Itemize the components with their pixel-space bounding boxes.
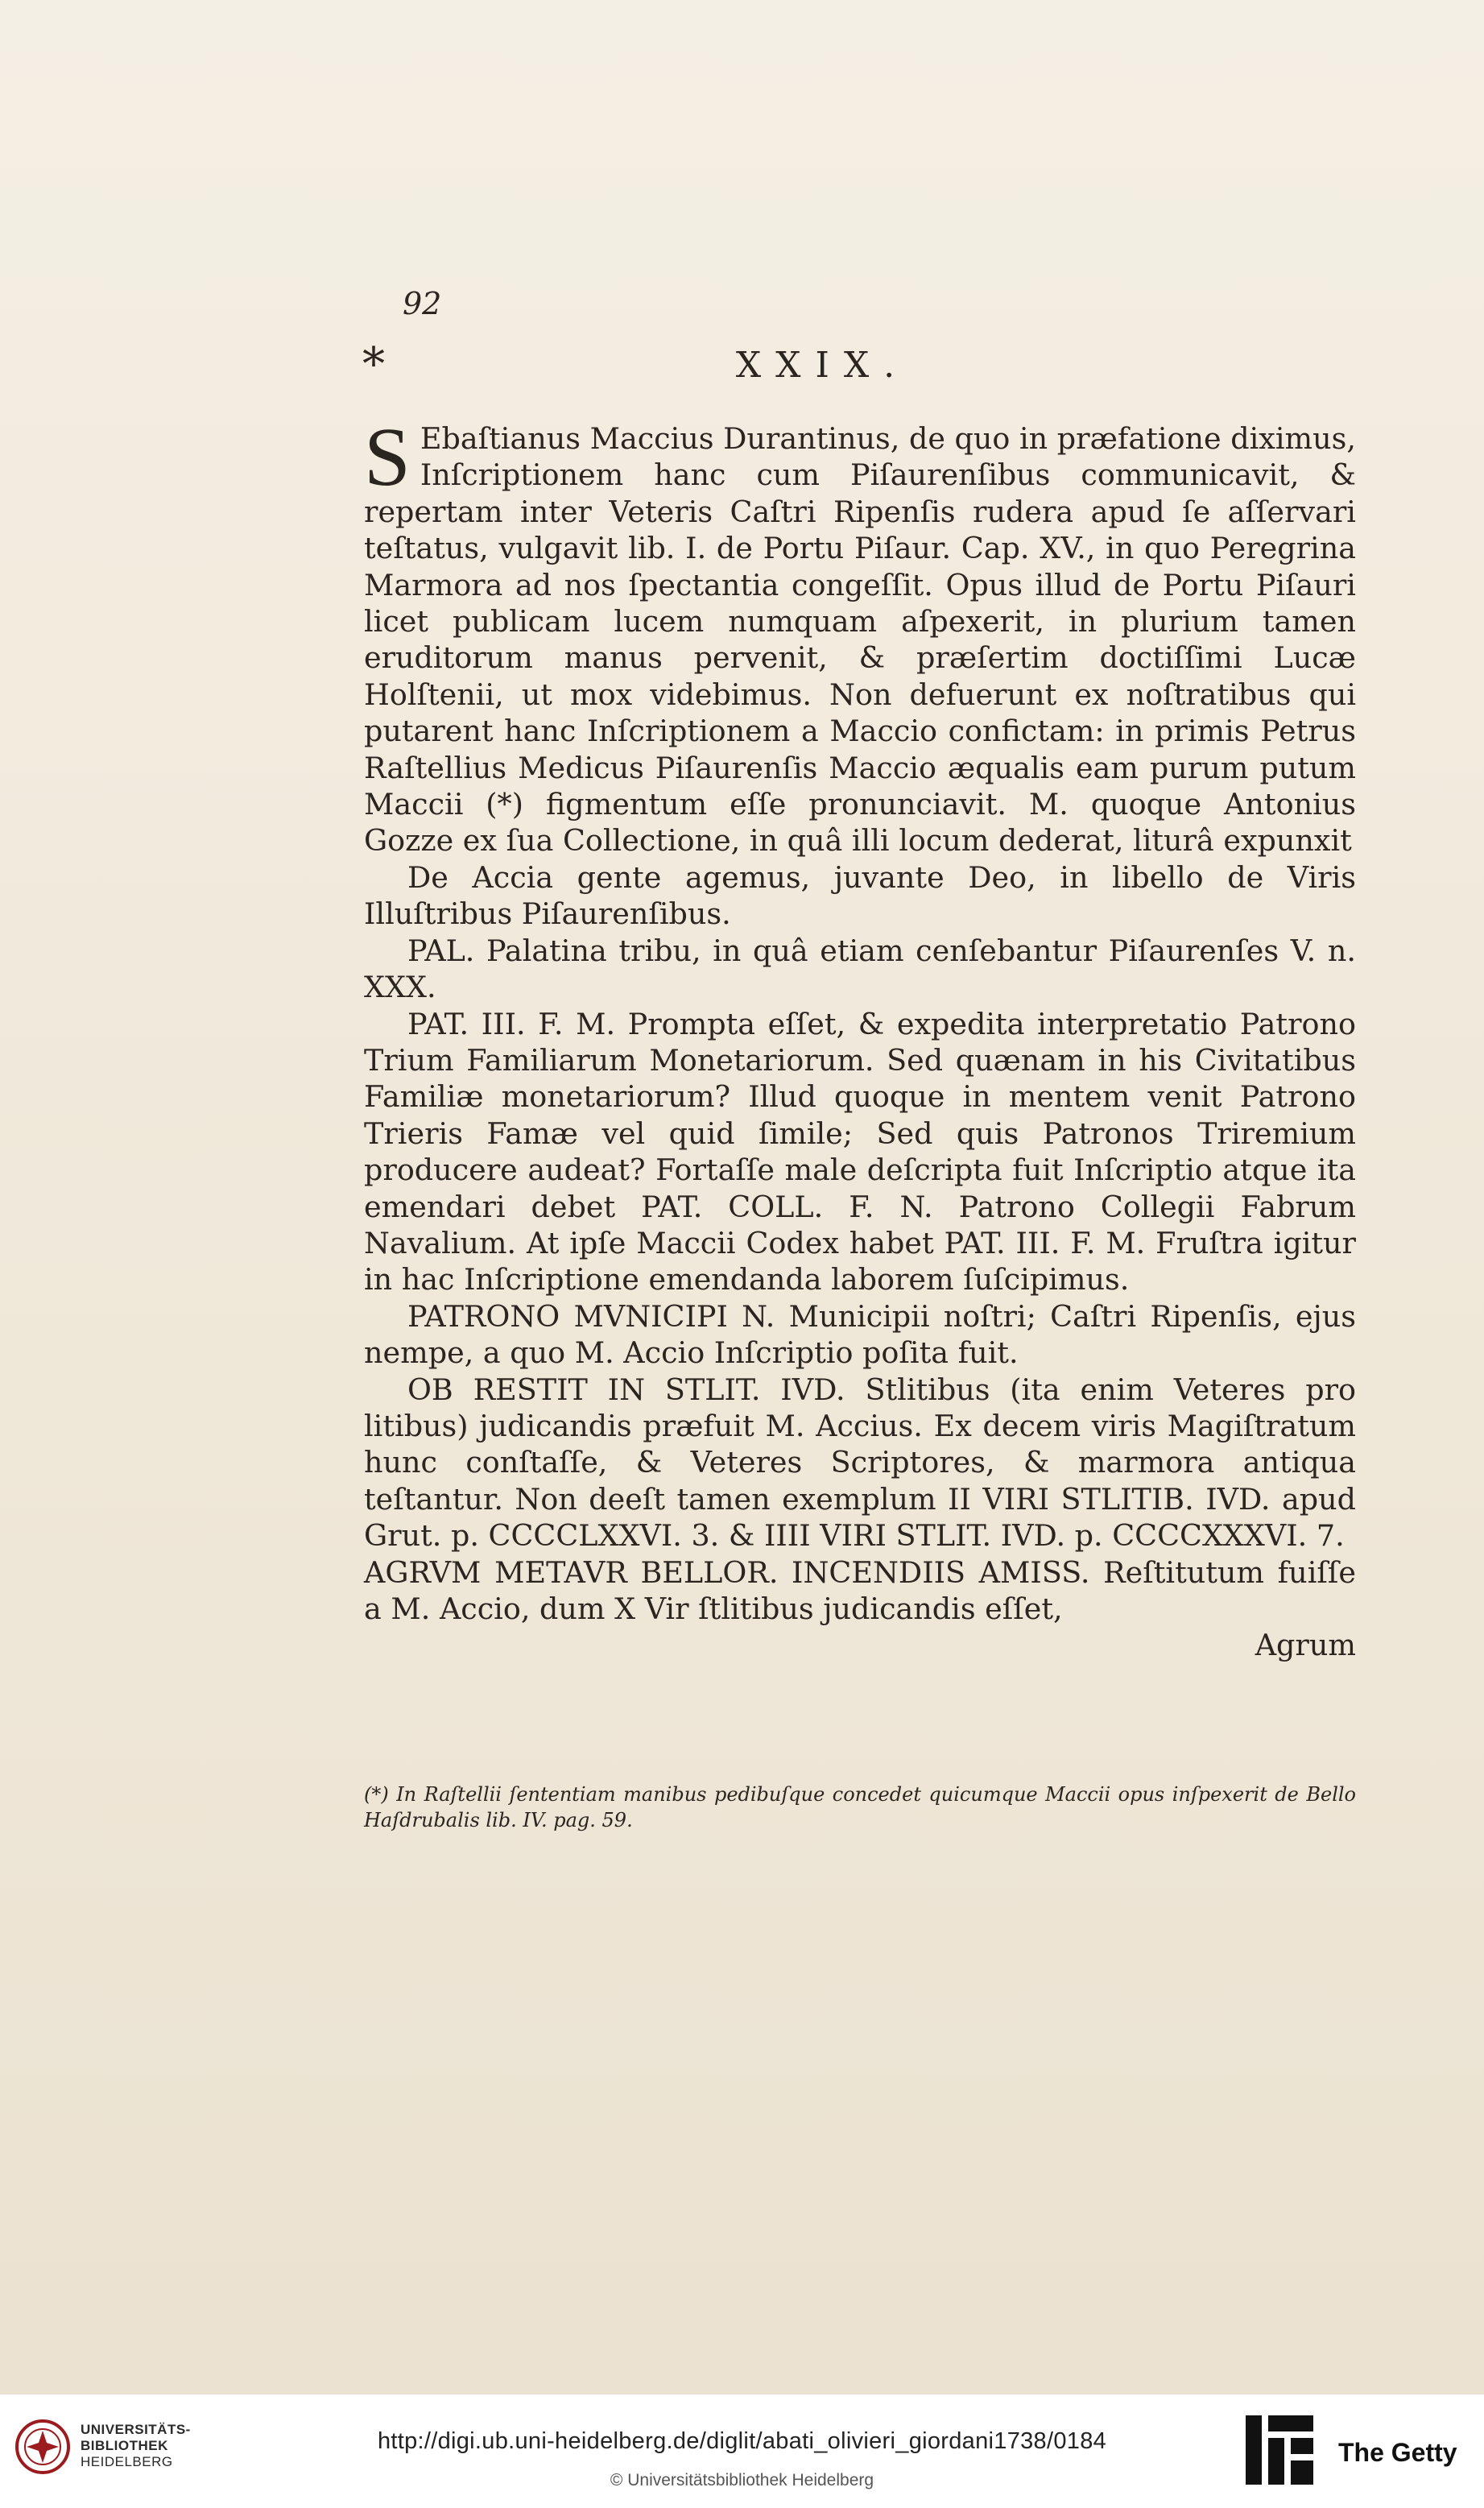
paragraph-6: OB RESTIT IN STLIT. IVD. Stlitibus (ita enim Veteres pro litibus) judicandis præfuit M. Accius. Ex decem viris Magiſtratum hunc conſtaſſe, & Veteres Scriptores, & marmora antiqua teſtantur. Non deeſt tamen exemplum II VIRI STLITIB. IVD. apud Grut. p. CCCCLXXVI. 3. & IIII VIRI STLIT. IVD. p. CCCCXXXVI. 7. bbox=[364, 1372, 1356, 1554]
library-name-line2: BIBLIOTHEK bbox=[81, 2438, 168, 2453]
asterisk-mark: * bbox=[362, 338, 385, 391]
catchword: Agrum bbox=[1255, 1628, 1356, 1663]
drop-cap: S bbox=[364, 411, 411, 503]
paragraph-3: PAL. Palatina tribu, in quâ etiam cenſebantur Piſaurenſes V. n. XXX. bbox=[364, 933, 1356, 1005]
paragraph-1 bbox=[364, 411, 1356, 859]
library-name-line1: UNIVERSITÄTS- bbox=[81, 2422, 191, 2437]
section-heading: XXIX. bbox=[735, 345, 910, 386]
library-name-line3: HEIDELBERG bbox=[81, 2454, 173, 2469]
page-number: 92 bbox=[403, 286, 442, 321]
partner-name: The Getty bbox=[1338, 2438, 1457, 2467]
paragraph-2: De Accia gente agemus, juvante Deo, in libello de Viris Illuſtribus Piſaurenſibus. bbox=[364, 859, 1356, 932]
copyright-notice: © Universitätsbibliothek Heidelberg bbox=[610, 2471, 874, 2489]
footnote: (*) In Raſtellii ſententiam manibus pedibuſque concedet quicumque Maccii opus inſpexerit de Bello Haſdrubalis lib. IV. pag. 59. bbox=[364, 1783, 1356, 1831]
paragraph-4: PAT. III. F. M. Prompta eſſet, & expedita interpretatio Patrono Trium Familiarum Monetariorum. Sed quænam in his Civitatibus Familiæ monetariorum? Illud quoque in mentem venit Patrono Trieris Famæ vel quid ſimile; Sed quis Patronos Triremium producere audeat? Fortaſſe male deſcripta fuit Inſcriptio atque ita emendari debet PAT. COLL. F. N. Patrono Collegii Fabrum Navalium. At ipſe Maccii Codex habet PAT. III. F. M. Fruſtra igitur in hac Inſcriptione emendanda laborem ſuſcipimus. bbox=[364, 1006, 1356, 1297]
body-text bbox=[364, 411, 1356, 1664]
permalink-url[interactable]: http://digi.ub.uni-heidelberg.de/diglit/abati_olivieri_giordani1738/0184 bbox=[377, 2428, 1107, 2454]
paragraph-5: PATRONO MVNICIPI N. Municipii noſtri; Caſtri Ripenſis, ejus nempe, a quo M. Accio Inſcriptio poſita fuit. bbox=[364, 1298, 1356, 1371]
viewer-footer bbox=[0, 2394, 1484, 2508]
getty-logo-icon[interactable] bbox=[1244, 2414, 1315, 2486]
paragraph-1-text: Ebaſtianus Maccius Durantinus, de quo in præfatione diximus, Inſcriptionem hanc cum Piſaurenſibus communicavit, & repertam inter Veteris Caſtri Ripenſis rudera apud ſe aſſervari teſtatus, vulgavit lib. I. de Portu Piſaur. Cap. XV., in quo Peregrina Marmora ad nos ſpectantia congeſſit. Opus illud de Portu Piſauri licet publicam lucem numquam aſpexerit, in plurium tamen eruditorum manus pervenit, & præſertim doctiſſimi Lucæ Holſtenii, ut mox videbimus. Non defuerunt ex noſtratibus qui putarent hanc Inſcriptionem a Maccio confictam: in primis Petrus Raſtellius Medicus Piſaurenſis Maccio æqualis eam purum putum Maccii (*) figmentum eſſe pronunciavit. M. quoque Antonius Gozze ex ſua Collectione, in quâ illi locum dederat, liturâ expunxit bbox=[364, 421, 1356, 859]
paragraph-7: AGRVM METAVR BELLOR. INCENDIIS AMISS. Reſtitutum fuiſſe a M. Accio, dum X Vir ſtlitibus judicandis eſſet, bbox=[364, 1554, 1356, 1626]
